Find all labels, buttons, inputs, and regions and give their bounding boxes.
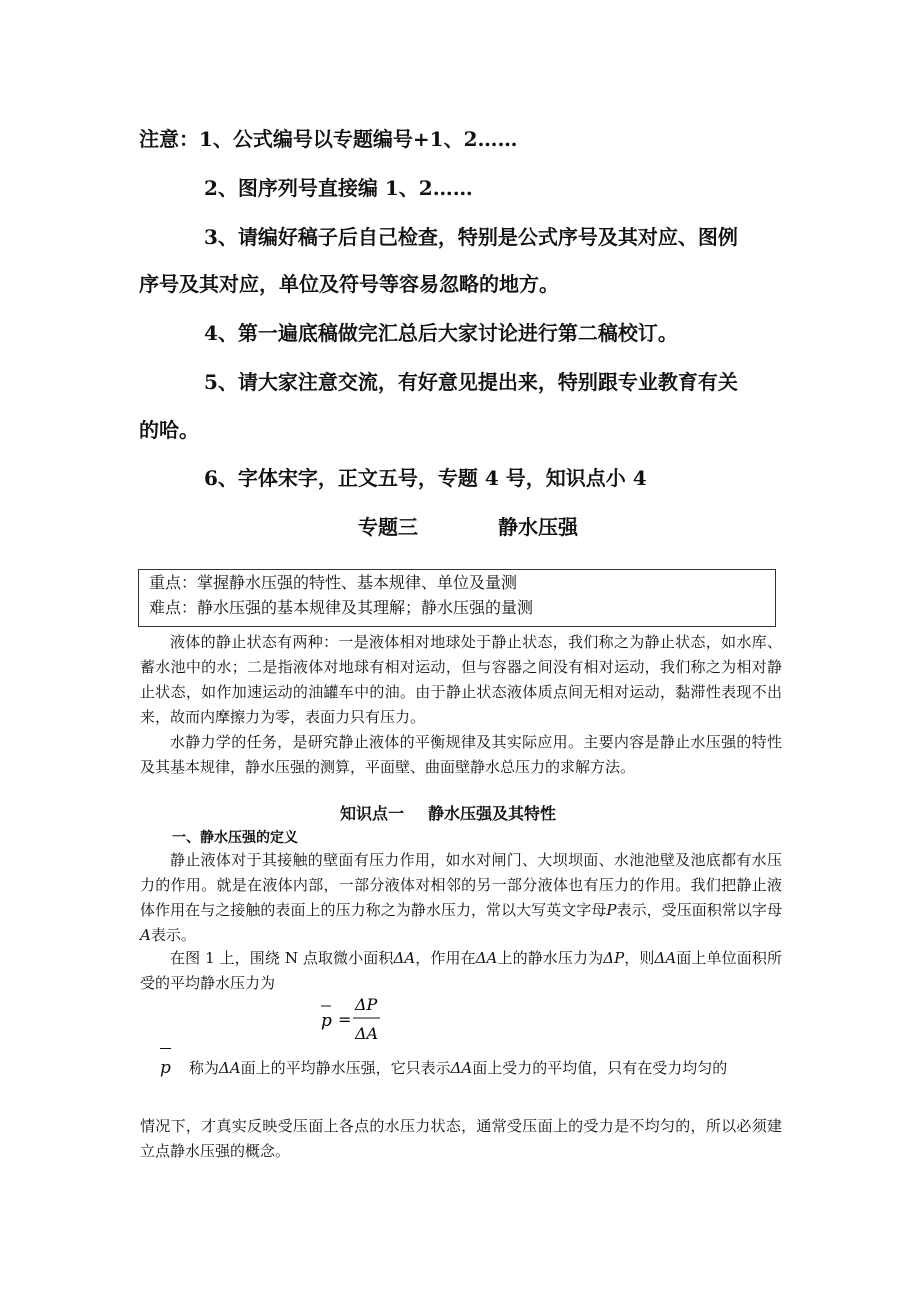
key-points: 重点：掌握静水压强的特性、基本规律、单位及量测 <box>149 573 518 592</box>
p-bar-symbol: p <box>160 1052 171 1084</box>
note-line-4: 4、第一遍底稿做完汇总后大家讨论进行第二稿校订。 <box>204 321 678 345</box>
concept-paragraph: 情况下，才真实反映受压面上各点的水压力状态，通常受压面上的受力是不均匀的，所以必须建立点静水压强的概念。 <box>140 1117 782 1160</box>
definition-paragraph: 静止液体对于其接触的壁面有压力作用，如水对闸门、大坝坝面、水池池壁及池底都有水压力的作用。就是在液体内部，一部分液体对相邻的另一部分液体也有压力的作用。我们把静止液体作用在与之接触的表面上的压力称之为静水压力，常以大写英文字母P表示，受压面积常以字母A表示。 <box>140 851 782 944</box>
svg-text:ΔA: ΔA <box>355 1024 379 1043</box>
kp-label: 知识点一 <box>340 804 405 823</box>
area-paragraph: 在图 1 上，围绕 N 点取微小面积ΔA，作用在ΔA上的静水压力为ΔP，则ΔA面上单位面积所受的平均静水压力为 <box>140 949 782 992</box>
intro-paragraph-2: 水静力学的任务，是研究静止液体的平衡规律及其实际应用。主要内容是静止水压强的特性及其基本规律，静水压强的测算，平面壁、曲面壁静水总压力的求解方法。 <box>140 733 782 776</box>
kp-title: 静水压强及其特性 <box>428 804 557 823</box>
note-line-3b: 序号及其对应，单位及符号等容易忽略的地方。 <box>139 272 559 296</box>
note-line-1: 注意：1、公式编号以专题编号+1、2…… <box>139 127 518 151</box>
svg-text:ΔP: ΔP <box>355 995 378 1014</box>
average-pressure-formula <box>318 990 418 1046</box>
focus-box <box>138 569 776 627</box>
topic-heading <box>358 511 578 540</box>
note-line-6: 6、字体宋字，正文五号，专题 4 号，知识点小 4 <box>204 466 647 490</box>
note-line-3a: 3、请编好稿子后自己检查，特别是公式序号及其对应、图例 <box>204 225 738 249</box>
intro-paragraph-1: 液体的静止状态有两种：一是液体相对地球处于静止状态，我们称之为静止状态，如水库、蓄水池中的水；二是指液体对地球有相对运动，但与容器之间没有相对运动，我们称之为相对静止状态，如作加速运动的油罐车中的油。由于静止状态液体质点间无相对运动，黏滞性表现不出来，故而内摩擦力为零，表面力只有压力。 <box>140 633 782 726</box>
knowledge-point-heading <box>340 801 556 824</box>
topic-title: 静水压强 <box>498 515 578 539</box>
note-line-2: 2、图序列号直接编 1、2…… <box>204 176 473 200</box>
svg-text:p: p <box>321 1011 332 1031</box>
average-pressure-paragraph: p 称为ΔA面上的平均静水压强，它只表示ΔA面上受力的平均值，只有在受力均匀的 <box>140 1052 782 1084</box>
topic-label: 专题三 <box>358 515 418 539</box>
section-heading: 一、静水压强的定义 <box>172 830 298 846</box>
note-line-5b: 的哈。 <box>139 418 199 442</box>
svg-text:=: = <box>338 1010 352 1029</box>
note-line-5a: 5、请大家注意交流，有好意见提出来，特别跟专业教育有关 <box>204 370 738 394</box>
difficult-points: 难点：静水压强的基本规律及其理解；静水压强的量测 <box>149 598 534 617</box>
